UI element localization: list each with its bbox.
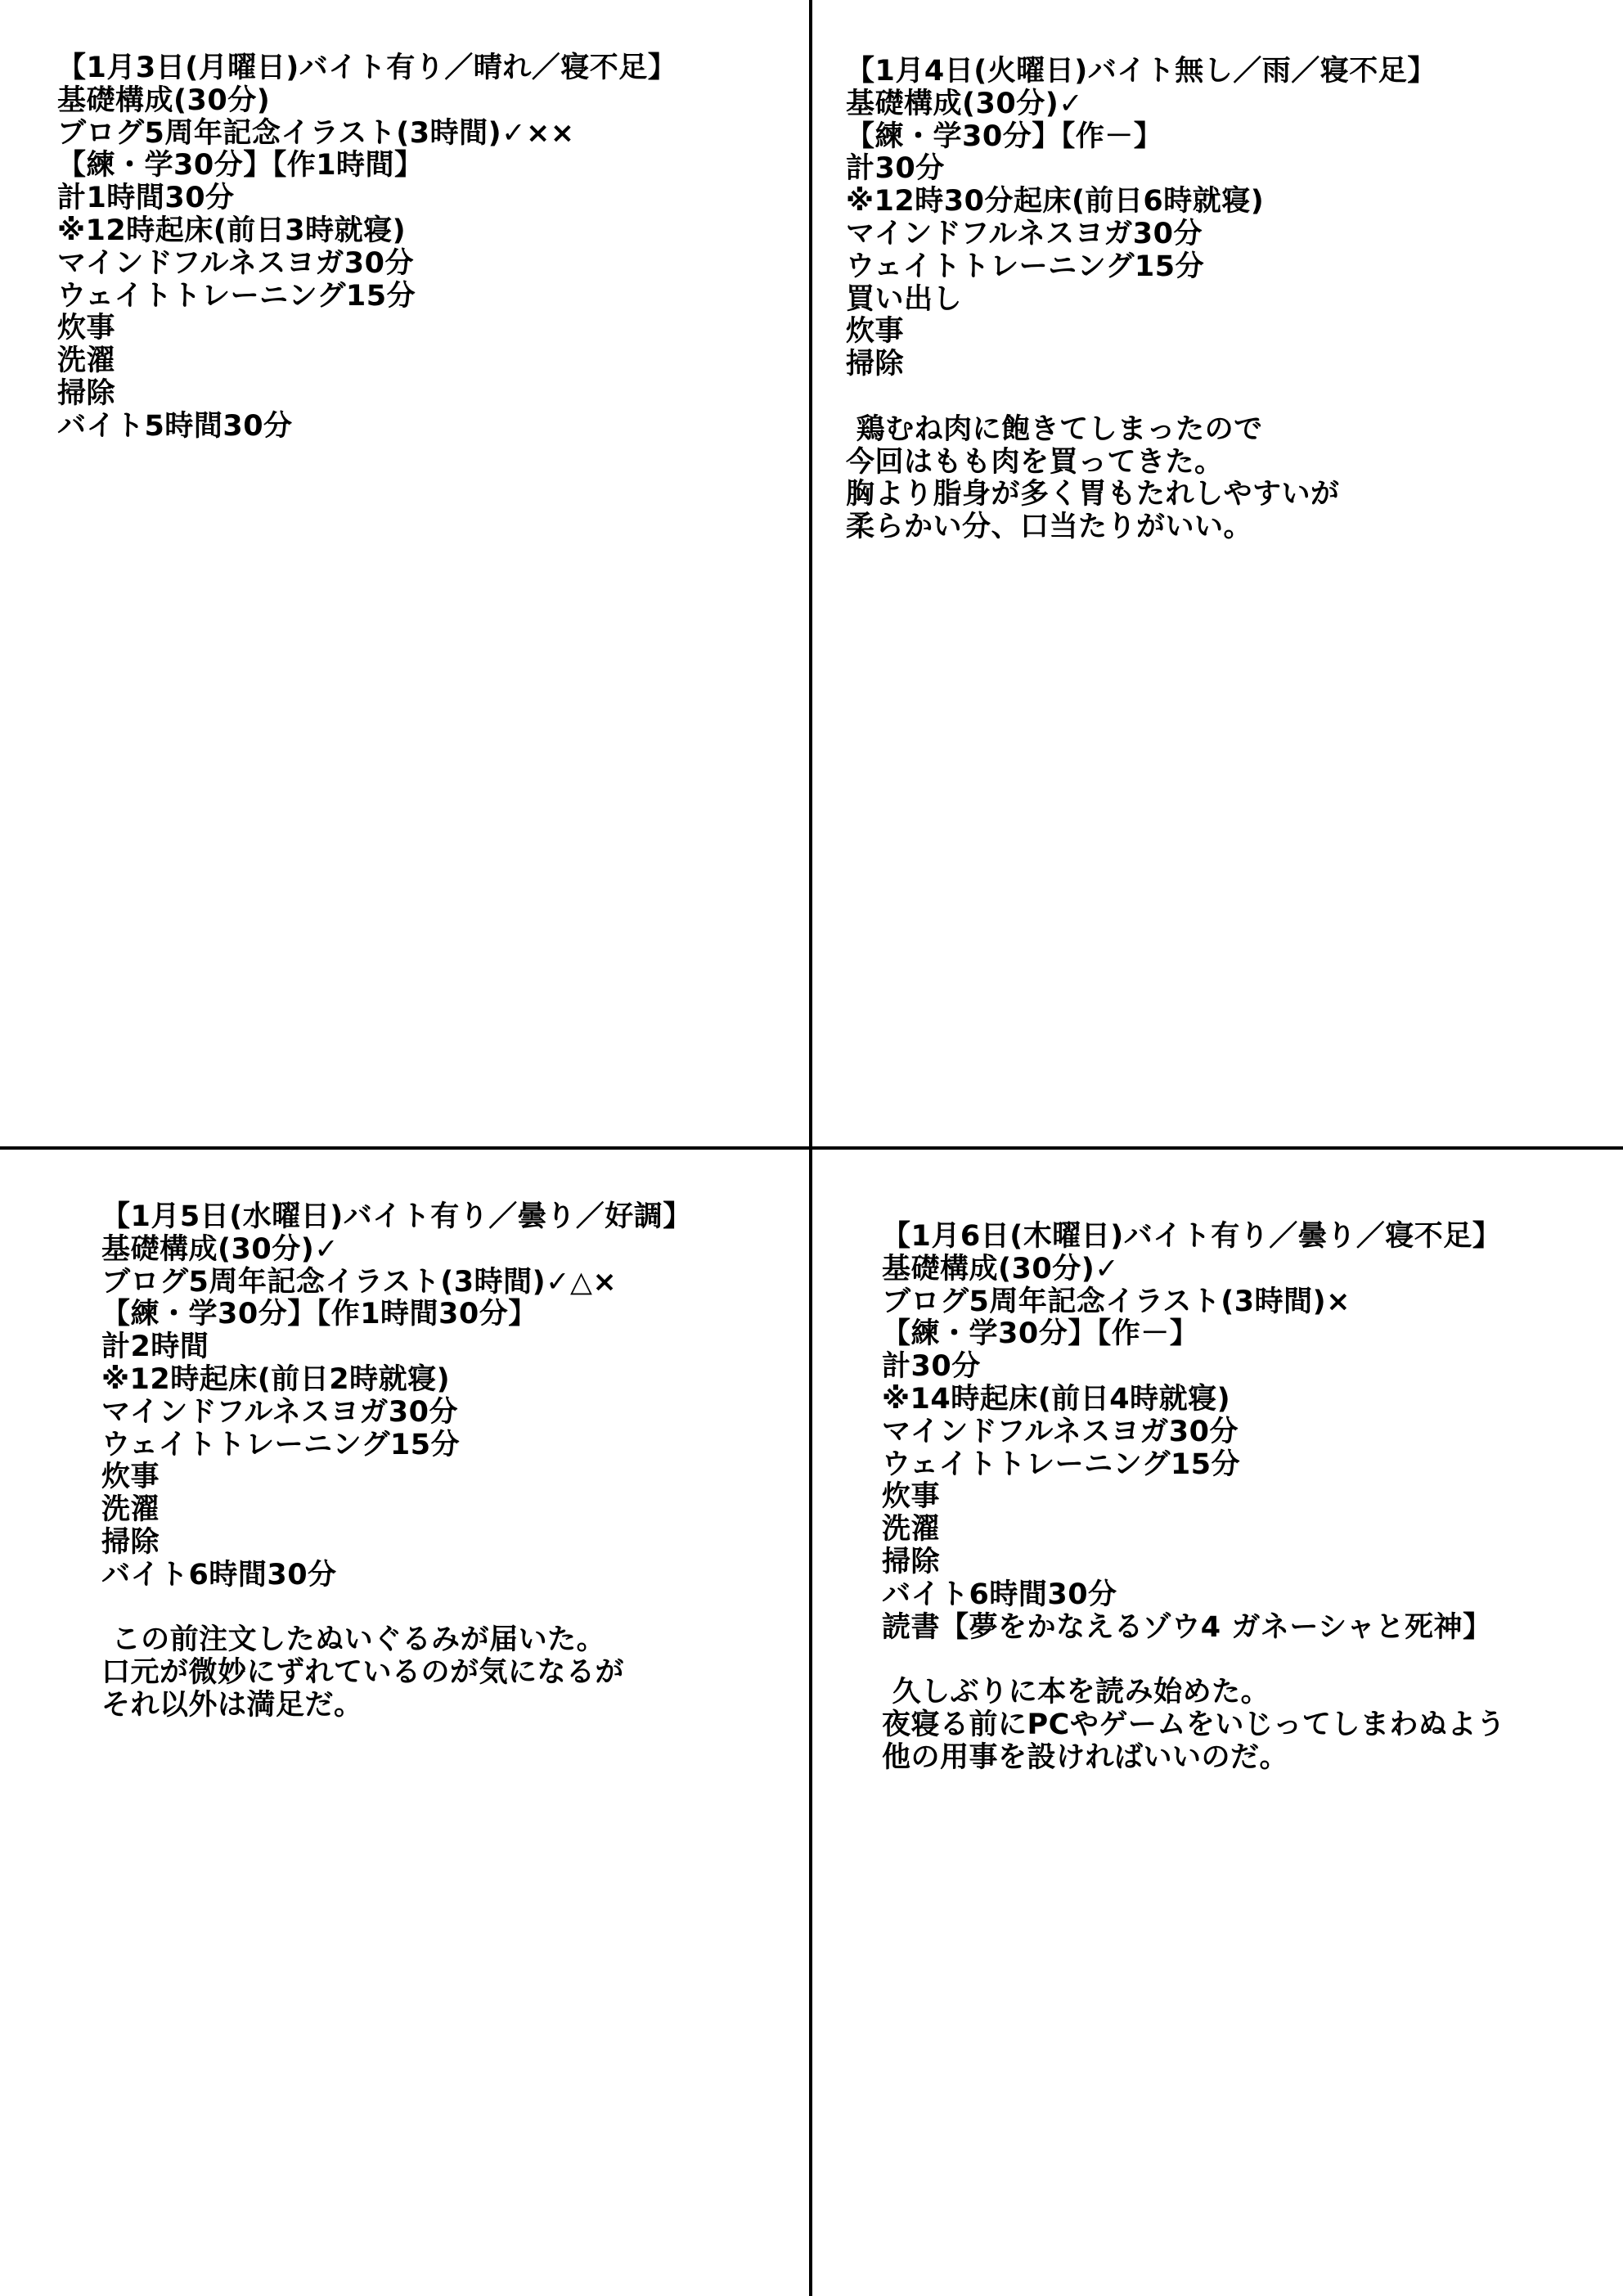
entry-line: 【練・学30分】【作1時間30分】 xyxy=(101,1298,537,1331)
entry-line: 夜寝る前にPCやゲームをいじってしまわぬよう xyxy=(882,1708,1506,1741)
entry-line: 口元が微妙にずれているのが気になるが xyxy=(101,1656,625,1690)
entry-heading: 【1月3日(月曜日)バイト有り／晴れ／寝不足】 xyxy=(57,52,677,84)
entry-line: 計30分 xyxy=(882,1350,981,1384)
entry-line: ウェイトトレーニング15分 xyxy=(57,279,416,313)
entry-line: 掃除 xyxy=(882,1545,941,1578)
horizontal-divider xyxy=(0,1146,1623,1150)
entry-line: ※12時起床(前日2時就寝) xyxy=(101,1362,451,1396)
diary-entry-jan-3 xyxy=(57,52,677,443)
entry-line: ウェイトトレーニング15分 xyxy=(101,1428,461,1461)
entry-line: 今回はもも肉を買ってきた。 xyxy=(846,445,1224,479)
entry-line: バイト6時間30分 xyxy=(101,1558,337,1591)
entry-line: 【練・学30分】【作－】 xyxy=(882,1317,1199,1351)
entry-line: 久しぶりに本を読み始めた。 xyxy=(882,1676,1270,1709)
entry-line: 計1時間30分 xyxy=(57,182,235,215)
entry-line: 柔らかい分、口当たりがいい。 xyxy=(846,511,1253,544)
entry-line: 炊事 xyxy=(101,1461,160,1494)
entry-line: 読書【夢をかなえるゾウ4 ガネーシャと死神】 xyxy=(882,1610,1492,1644)
entry-line: ブログ5周年記念イラスト(3時間)× xyxy=(882,1285,1351,1318)
entry-line: ※12時起床(前日3時就寝) xyxy=(57,214,407,247)
entry-line: 【練・学30分】【作－】 xyxy=(846,119,1163,153)
entry-line: ウェイトトレーニング15分 xyxy=(846,250,1205,283)
entry-line: 炊事 xyxy=(57,312,116,345)
entry-line: ウェイトトレーニング15分 xyxy=(882,1447,1241,1481)
entry-line: マインドフルネスヨガ30分 xyxy=(846,217,1203,250)
entry-line: 炊事 xyxy=(882,1480,941,1514)
entry-line: 胸より脂身が多く胃もたれしやすいが xyxy=(846,478,1340,511)
entry-line: 基礎構成(30分)✓ xyxy=(846,87,1084,120)
entry-line: 鶏むね肉に飽きてしまったので xyxy=(846,412,1263,446)
entry-line: 洗濯 xyxy=(57,344,116,378)
entry-line: 洗濯 xyxy=(882,1513,941,1546)
entry-line: 掃除 xyxy=(57,376,116,410)
entry-line: 他の用事を設ければいいのだ。 xyxy=(882,1740,1289,1774)
entry-heading: 【1月6日(木曜日)バイト有り／曇り／寝不足】 xyxy=(882,1220,1502,1253)
entry-line xyxy=(882,1644,1505,1677)
entry-line: 買い出し xyxy=(846,282,963,316)
entry-line: ※14時起床(前日4時就寝) xyxy=(882,1382,1231,1416)
entry-line: 基礎構成(30分) xyxy=(57,83,271,117)
entry-line: 【練・学30分】【作1時間】 xyxy=(57,149,424,182)
entry-line: マインドフルネスヨガ30分 xyxy=(101,1395,459,1429)
entry-line: 計2時間 xyxy=(101,1330,209,1364)
entry-line xyxy=(101,1592,692,1625)
entry-line: ブログ5周年記念イラスト(3時間)✓×× xyxy=(57,116,575,150)
entry-line: ブログ5周年記念イラスト(3時間)✓△× xyxy=(101,1265,618,1299)
diary-entry-jan-5 xyxy=(101,1201,692,1722)
entry-line: 基礎構成(30分)✓ xyxy=(882,1252,1120,1285)
entry-line: 掃除 xyxy=(101,1525,160,1559)
diary-entry-jan-6 xyxy=(882,1221,1505,1775)
entry-line: バイト6時間30分 xyxy=(882,1578,1117,1611)
entry-line: 計30分 xyxy=(846,152,945,186)
entry-line: 掃除 xyxy=(846,348,905,381)
entry-line: バイト5時間30分 xyxy=(57,409,293,443)
entry-line: 炊事 xyxy=(846,315,905,349)
entry-line: マインドフルネスヨガ30分 xyxy=(57,246,415,280)
diary-entry-jan-4 xyxy=(846,56,1436,544)
entry-line xyxy=(846,381,1436,414)
entry-line: それ以外は満足だ。 xyxy=(101,1688,363,1722)
entry-line: マインドフルネスヨガ30分 xyxy=(882,1415,1239,1448)
entry-line: この前注文したぬいぐるみが届いた。 xyxy=(101,1623,606,1657)
entry-line: 洗濯 xyxy=(101,1493,160,1527)
entry-line: 基礎構成(30分)✓ xyxy=(101,1232,339,1266)
entry-line: ※12時30分起床(前日6時就寝) xyxy=(846,185,1265,218)
entry-heading: 【1月5日(水曜日)バイト有り／曇り／好調】 xyxy=(101,1200,692,1233)
entry-heading: 【1月4日(火曜日)バイト無し／雨／寝不足】 xyxy=(846,55,1436,88)
